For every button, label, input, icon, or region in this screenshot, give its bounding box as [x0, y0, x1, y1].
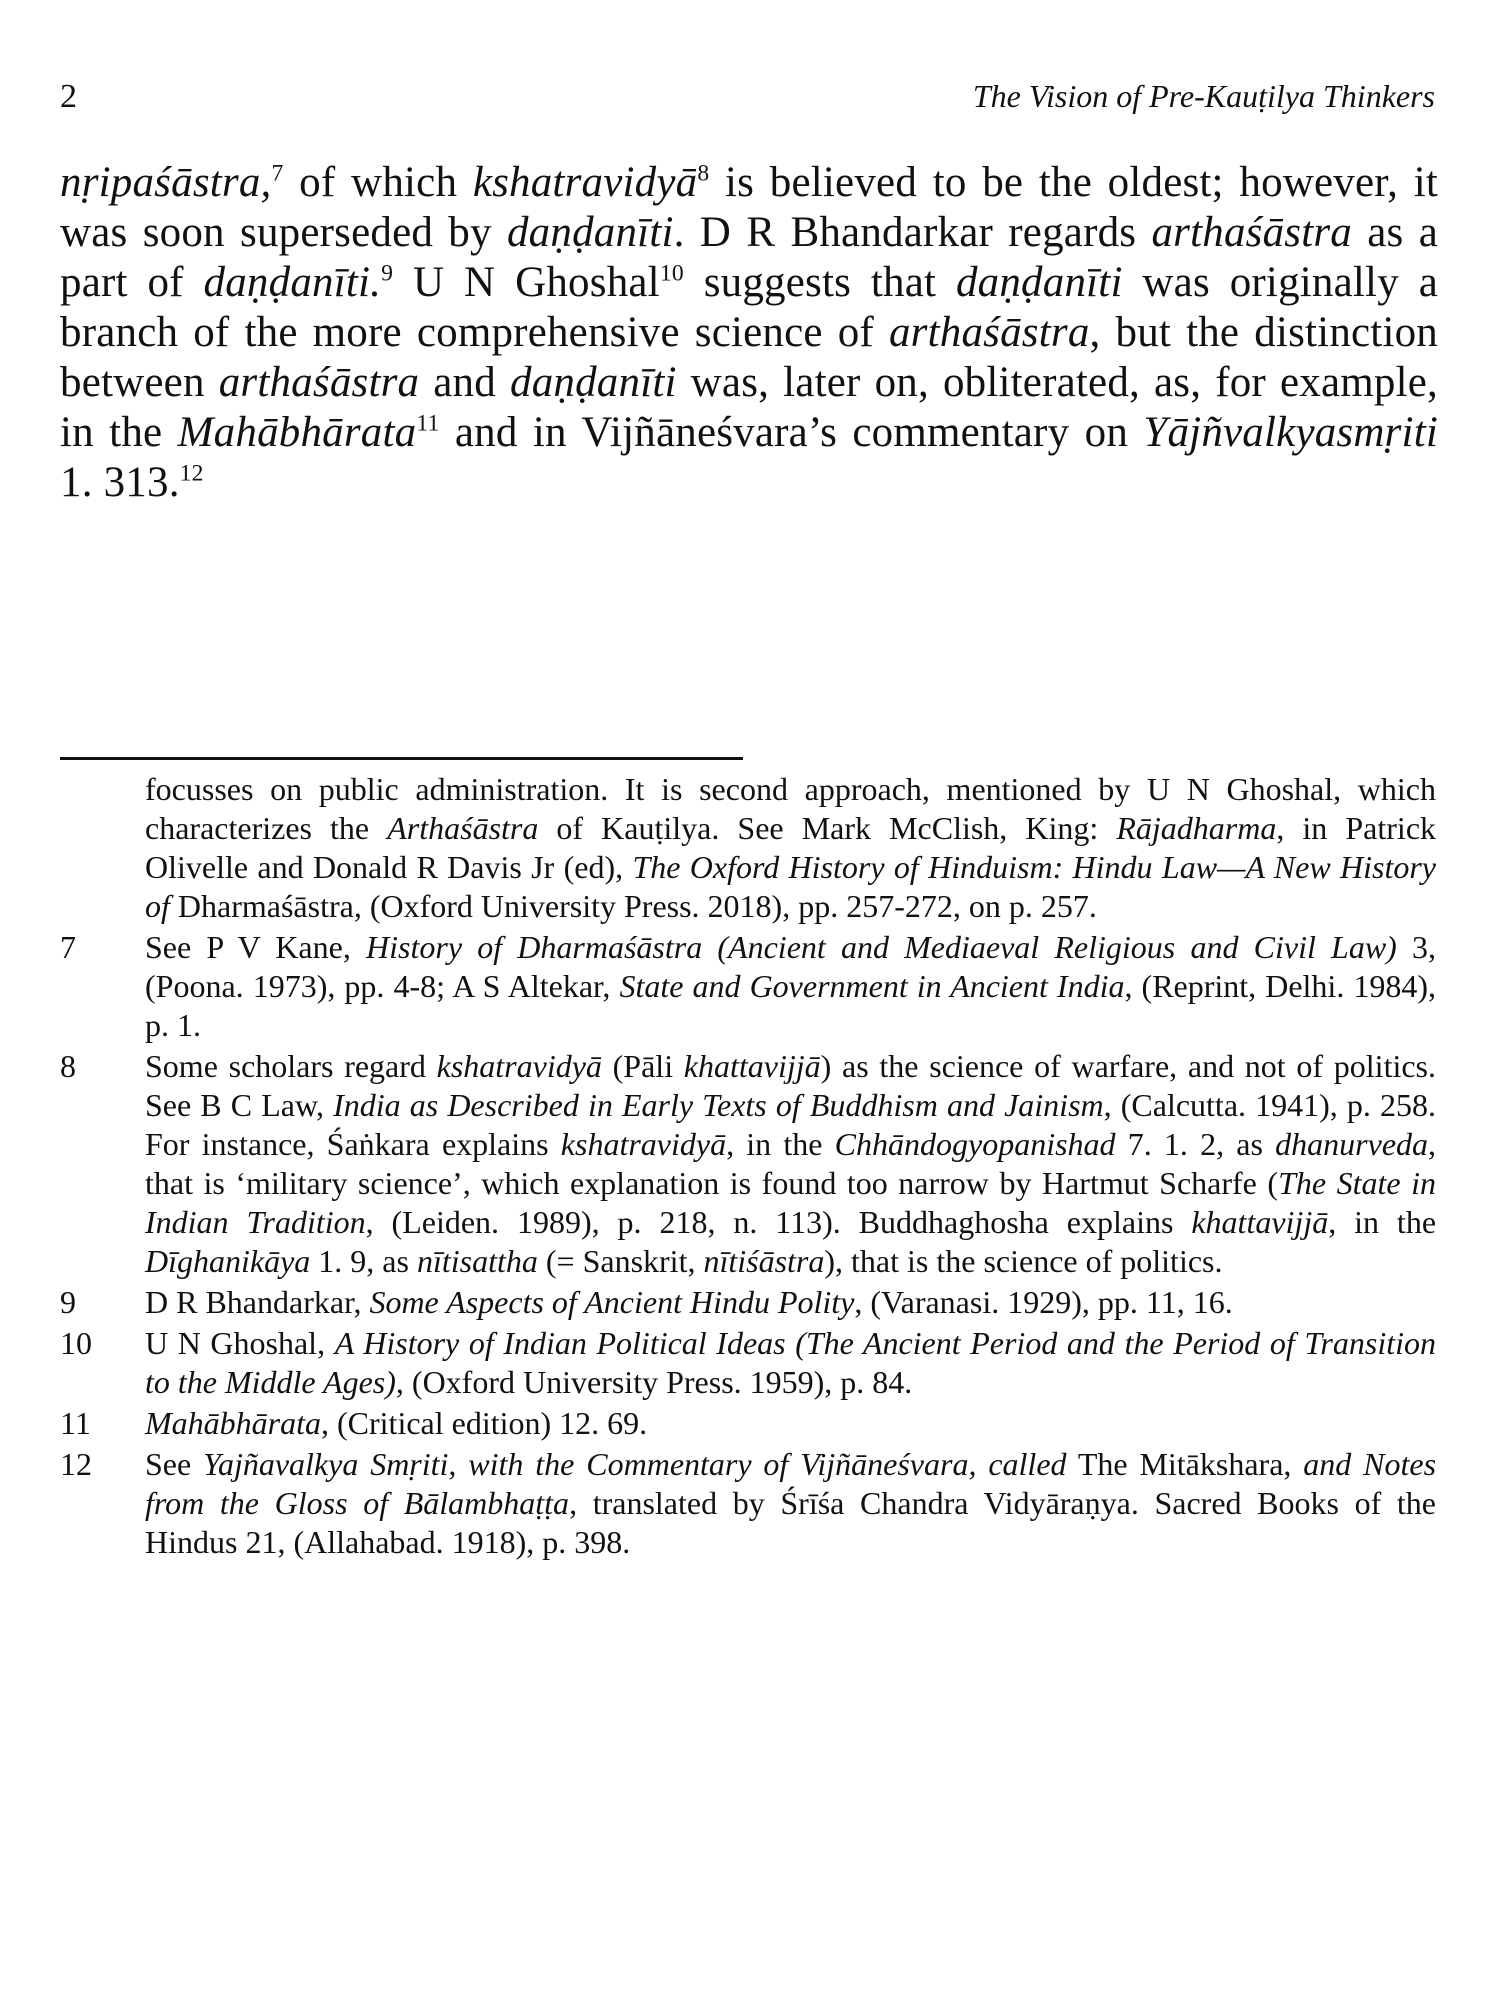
text: was originally a branch of the more comprehensive science of	[60, 259, 1438, 356]
term: daṇḍanīti	[510, 359, 677, 406]
text: was, later on, obliterated, as, for example, in the	[60, 359, 1438, 456]
footnote-8	[60, 1047, 1436, 1281]
footnote-divider	[60, 757, 743, 760]
text: and	[419, 359, 510, 406]
footnote-ref[interactable]: 9	[381, 260, 394, 287]
footnote-10	[60, 1324, 1436, 1402]
footnote-text: See P V Kane, History of Dharmaśāstra (Ancient and Mediaeval Religious and Civil Law) 3, (Poona. 1973), pp. 4-8; A S Altekar, State and Government in Ancient India, (Reprint, Delhi. 1984), p. 1.	[145, 929, 1437, 1043]
footnote-ref[interactable]: 11	[416, 410, 440, 437]
footnote-number: 9	[60, 1284, 76, 1320]
term: daṇḍanīti	[506, 209, 674, 256]
term: daṇḍanīti.	[203, 259, 382, 306]
term: daṇḍanīti	[955, 259, 1123, 306]
footnote-text: Some scholars regard kshatravidyā (Pāli khattavijjā) as the science of warfare, and not of politics. See B C Law, India as Described in Early Texts of Buddhism and Jainism, (Calcutta. 1941), p. 258. For instance, Śaṅkara explains kshatravidyā, in the Chhāndogyopanishad 7. 1. 2, as dhanurveda, that is ‘military science’, which explanation is found too narrow by Hartmut Scharfe (The State in Indian Tradition, (Leiden. 1989), p. 218, n. 113). Buddhaghosha explains khattavijjā, in the Dīghanikāya 1. 9, as nītisattha (= Sanskrit, nītiśāstra), that is the science of politics.	[145, 1048, 1437, 1279]
footnote-text: Mahābhārata, (Critical edition) 12. 69.	[145, 1405, 648, 1441]
footnote-text: focusses on public administration. It is second approach, mentioned by U N Ghoshal, which characterizes the Arthaśāstra of Kauṭilya. See Mark McClish, King: Rājadharma, in Patrick Olivelle and Donald R Davis Jr (ed), The Oxford History of Hinduism: Hindu Law—A New History of Dharmaśāstra, (Oxford University Press. 2018), pp. 257-272, on p. 257.	[145, 771, 1437, 924]
term: Yājñvalkyasmṛiti	[1143, 409, 1438, 456]
text: as a part of	[60, 209, 1439, 306]
text: . D R Bhandarkar regards	[673, 209, 1152, 256]
footnotes	[60, 770, 1436, 1564]
footnote-number: 11	[60, 1405, 91, 1441]
body-paragraph	[60, 158, 1438, 508]
footnote-text: U N Ghoshal, A History of Indian Political Ideas (The Ancient Period and the Period of Transition to the Middle Ages), (Oxford University Press. 1959), p. 84.	[145, 1325, 1437, 1400]
footnote-number: 7	[60, 929, 76, 965]
footnote-text: See Yajñavalkya Smṛiti, with the Commentary of Vijñāneśvara, called The Mitākshara, and Notes from the Gloss of Bālambhaṭṭa, translated by Śrīśa Chandra Vidyāraṇya. Sacred Books of the Hindus 21, (Allahabad. 1918), p. 398.	[145, 1446, 1437, 1560]
footnote-ref[interactable]: 12	[179, 460, 204, 487]
term: Mahābhārata	[177, 409, 417, 456]
footnote-ref[interactable]: 10	[659, 260, 684, 287]
page-header	[60, 78, 1435, 116]
term: nṛipaśāstra,	[60, 159, 272, 206]
footnote-continued	[60, 770, 1436, 926]
footnote-number: 8	[60, 1048, 76, 1084]
footnote-number: 12	[60, 1446, 92, 1482]
footnote-12	[60, 1445, 1436, 1562]
text: is believed to be the oldest; however, it was soon superseded by	[60, 159, 1438, 256]
running-title: The Vision of Pre-Kauṭilya Thinkers	[972, 78, 1435, 114]
text: , but the distinction between	[60, 309, 1439, 406]
footnote-ref[interactable]: 8	[697, 160, 710, 187]
footnote-number: 10	[60, 1325, 92, 1361]
text: of which	[283, 159, 473, 206]
term: kshatravidyā	[472, 159, 698, 206]
footnote-7	[60, 928, 1436, 1045]
footnote-text: D R Bhandarkar, Some Aspects of Ancient Hindu Polity, (Varanasi. 1929), pp. 11, 16.	[145, 1284, 1233, 1320]
text: U N Ghoshal	[393, 259, 660, 306]
term: arthaśāstra	[1151, 209, 1352, 256]
text: and in Vijñāneśvara’s commentary on	[439, 409, 1144, 456]
footnote-11	[60, 1404, 1436, 1443]
footnote-9	[60, 1283, 1436, 1322]
term: arthaśāstra	[218, 359, 420, 406]
footnote-ref[interactable]: 7	[271, 160, 284, 187]
text: 1. 313.	[60, 459, 180, 506]
page-number: 2	[60, 78, 77, 115]
text: suggests that	[683, 259, 956, 306]
term: arthaśāstra	[888, 309, 1090, 356]
